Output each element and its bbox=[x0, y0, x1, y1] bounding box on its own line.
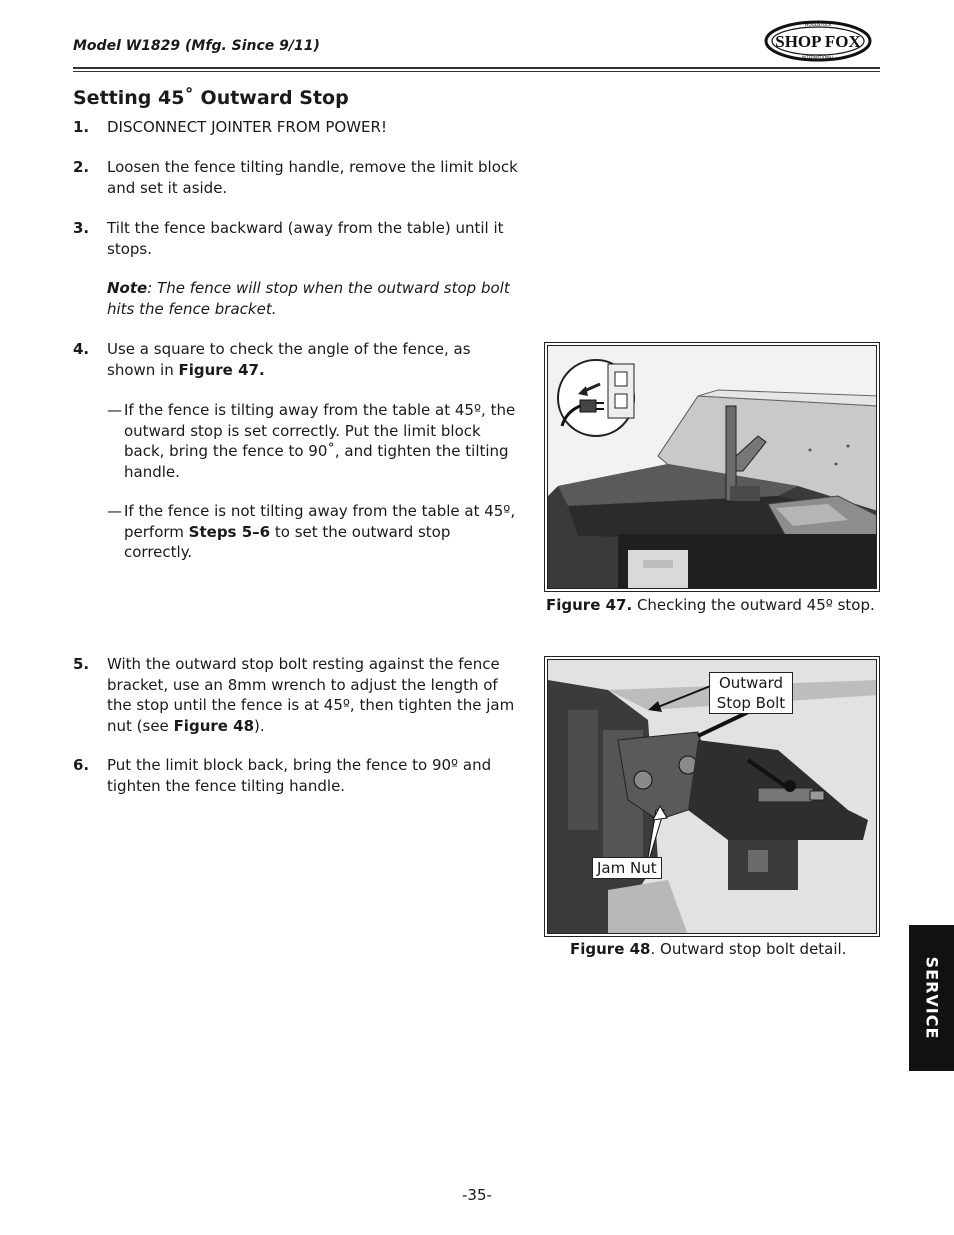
section-title: Setting 45˚ Outward Stop bbox=[73, 87, 349, 109]
step-3 bbox=[73, 218, 523, 259]
step-number: 1. bbox=[73, 118, 90, 136]
step-text-part: ). bbox=[254, 716, 265, 735]
figure-47-photo bbox=[544, 342, 880, 592]
step-number: 4. bbox=[73, 340, 90, 358]
figure-47-caption bbox=[546, 596, 875, 614]
sub-item-text-part: to set the outward stop correctly. bbox=[124, 522, 451, 561]
steps-ref: Steps 5–6 bbox=[188, 522, 271, 541]
step-number: 5. bbox=[73, 655, 90, 673]
logo-small-top: WOODSTOCK bbox=[804, 22, 832, 27]
sub-item-text-part: If the fence is not tilting away from the table at 45º, perform bbox=[124, 502, 516, 541]
figure-ref: Figure 47. bbox=[178, 360, 265, 379]
sub-item-2 bbox=[107, 501, 517, 563]
side-tab-label: SERVICE bbox=[922, 956, 941, 1040]
callout-outward-stop-bolt bbox=[709, 672, 793, 714]
step-text: Tilt the fence backward (away from the table) until it stops. bbox=[107, 219, 504, 258]
service-side-tab bbox=[909, 925, 954, 1071]
sub-item-1 bbox=[107, 400, 517, 482]
step-2 bbox=[73, 157, 523, 198]
step-number: 6. bbox=[73, 756, 90, 774]
step-text-part: With the outward stop bolt resting against the fence bracket, use an 8mm wrench to adjust the length of the stop until the fence is at 45º, then tighten the jam nut (see bbox=[107, 655, 515, 735]
sub-item-text bbox=[124, 501, 517, 563]
dash: — bbox=[107, 502, 122, 520]
caption-text: Checking the outward 45º stop. bbox=[632, 596, 875, 614]
caption-label: Figure 48 bbox=[570, 940, 651, 958]
note bbox=[107, 278, 527, 319]
step-1 bbox=[73, 117, 523, 138]
header-rule-thin bbox=[73, 71, 880, 72]
caption-label: Figure 47. bbox=[546, 596, 633, 614]
figure-48-caption bbox=[570, 940, 846, 958]
page-number: -35- bbox=[462, 1186, 492, 1204]
note-label: Note bbox=[107, 279, 148, 297]
step-text: Loosen the fence tilting handle, remove the limit block and set it aside. bbox=[107, 158, 518, 197]
step-text: DISCONNECT JOINTER FROM POWER! bbox=[107, 118, 387, 136]
callout-jam-nut: Jam Nut bbox=[592, 857, 662, 879]
step-text bbox=[107, 654, 523, 736]
figure-ref: Figure 48 bbox=[173, 716, 255, 735]
shop-fox-logo bbox=[764, 20, 872, 62]
logo-small-bottom: INTERNATIONAL bbox=[801, 55, 835, 60]
step-text bbox=[107, 339, 523, 380]
step-4 bbox=[73, 339, 523, 380]
step-number: 2. bbox=[73, 158, 90, 176]
step-5 bbox=[73, 654, 523, 736]
step-6 bbox=[73, 755, 523, 796]
callout-line: Stop Bolt bbox=[716, 694, 786, 712]
step-number: 3. bbox=[73, 219, 90, 237]
caption-text: . Outward stop bolt detail. bbox=[650, 940, 847, 958]
callout-line: Outward bbox=[718, 674, 784, 692]
dash: — bbox=[107, 401, 122, 419]
header-model: Model W1829 (Mfg. Since 9/11) bbox=[73, 38, 320, 54]
sub-item-text: If the fence is tilting away from the table at 45º, the outward stop is set correctly. Put the limit block back, bring the fence to 90˚, and tighten the tilting handle. bbox=[124, 401, 516, 481]
step-text-part: Use a square to check the angle of the fence, as shown in bbox=[107, 340, 471, 379]
step-text: Put the limit block back, bring the fence to 90º and tighten the fence tilting handle. bbox=[107, 756, 492, 795]
note-text: : The fence will stop when the outward stop bolt hits the fence bracket. bbox=[107, 279, 510, 318]
header-rule-thick bbox=[73, 67, 880, 69]
logo-text: SHOP FOX bbox=[775, 32, 861, 51]
